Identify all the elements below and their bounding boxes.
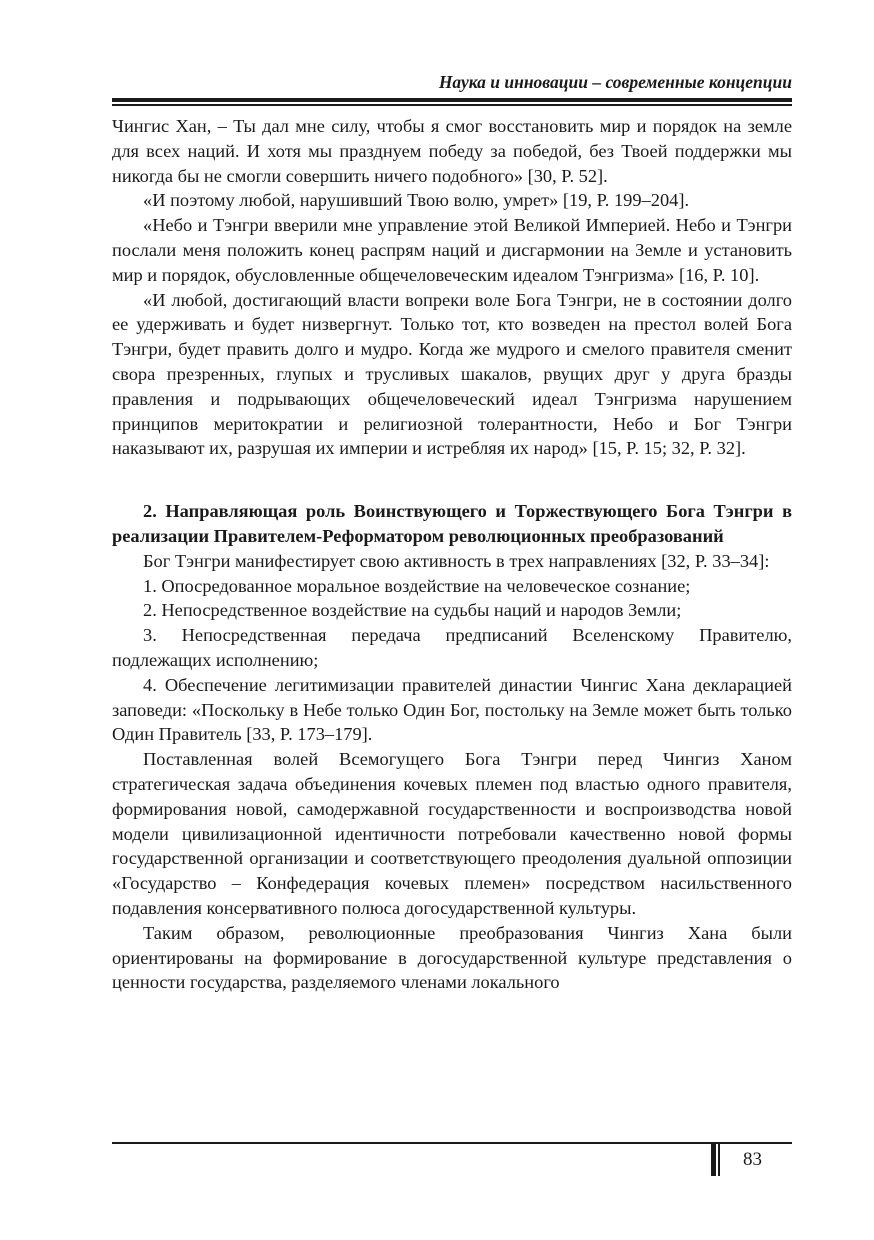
body-text xyxy=(112,114,792,995)
paragraph: «И любой, достигающий власти вопреки воле Бога Тэнгри, не в состоянии долго ее удерживать и будет низвергнут. Только тот, кто возведен на престол волей Бога Тэнгри, будет править долго и мудро. Когда же мудрого и смелого правителя сменит свора презренных, глупых и трусливых шакалов, рвущих друг у друга бразды правления и подрывающих общечеловеческий идеал Тэнгризма нарушением принципов меритократии и религиозной толерантности, Небо и Бог Тэнгри наказывают их, разрушая их империи и истребляя их народ» [15, P. 15; 32, P. 32]. xyxy=(112,289,792,459)
page-number: 83 xyxy=(743,1149,762,1170)
folio-bar-thick xyxy=(711,1142,716,1176)
header-rule-thin xyxy=(112,104,792,106)
section-heading: 2. Направляющая роль Воинствующего и Торжествующего Бога Тэнгри в реализации Правителем-Реформатором революционных преобразований xyxy=(112,501,792,546)
paragraph: Бог Тэнгри манифестирует свою активность в трех направлениях [32, P. 33–34]: xyxy=(143,550,770,571)
section-gap xyxy=(112,461,792,499)
folio-bar-thin xyxy=(718,1142,720,1176)
list-item: 4. Обеспечение легитимизации правителей династии Чингис Хана декларацией заповеди: «Поскольку в Небе только Один Бог, постольку на Земле может быть только Один Правитель [33, P. 173–179]. xyxy=(112,674,792,745)
header-rule-thick xyxy=(112,98,792,102)
footer-rule xyxy=(112,1142,792,1144)
list-item: 2. Непосредственное воздействие на судьбы наций и народов Земли; xyxy=(143,600,682,621)
list-item: 3. Непосредственная передача предписаний Вселенскому Правителю, подлежащих исполнению; xyxy=(112,625,792,670)
paragraph: Таким образом, революционные преобразования Чингиз Хана были ориентированы на формирование в догосударственной культуре представления о ценности государства, разделяемого членами локального xyxy=(112,922,792,993)
paragraph: Поставленная волей Всемогущего Бога Тэнгри перед Чингиз Ханом стратегическая задача объединения кочевых племен под властью одного правителя, формирования новой, самодержавной государственности и воспроизводства новой модели цивилизационной идентичности потребовали качественно новой формы государственной организации и соответствующего преодоления дуальной оппозиции «Государство – Конфедерация кочевых племен» посредством насильственного подавления консервативного полюса догосударственной культуры. xyxy=(112,749,792,918)
paragraph: «Небо и Тэнгри вверили мне управление этой Великой Империей. Небо и Тэнгри послали меня положить конец распрям наций и дисгармонии на Земле и установить мир и порядок, обусловленные общечеловеческим идеалом Тэнгризма» [16, P. 10]. xyxy=(112,215,792,285)
list-item: 1. Опосредованное моральное воздействие на человеческое сознание; xyxy=(143,575,691,596)
running-title: Наука и инновации – современные концепции xyxy=(438,72,792,92)
paragraph-continuation: Чингис Хан, – Ты дал мне силу, чтобы я смог восстановить мир и порядок на земле для всех наций. И хотя мы празднуем победу за победой, без Твоей поддержки мы никогда бы не смогли совершить ничего подобного» [30, P. 52]. xyxy=(112,116,792,186)
paragraph: «И поэтому любой, нарушивший Твою волю, умрет» [19, P. 199–204]. xyxy=(143,190,690,211)
